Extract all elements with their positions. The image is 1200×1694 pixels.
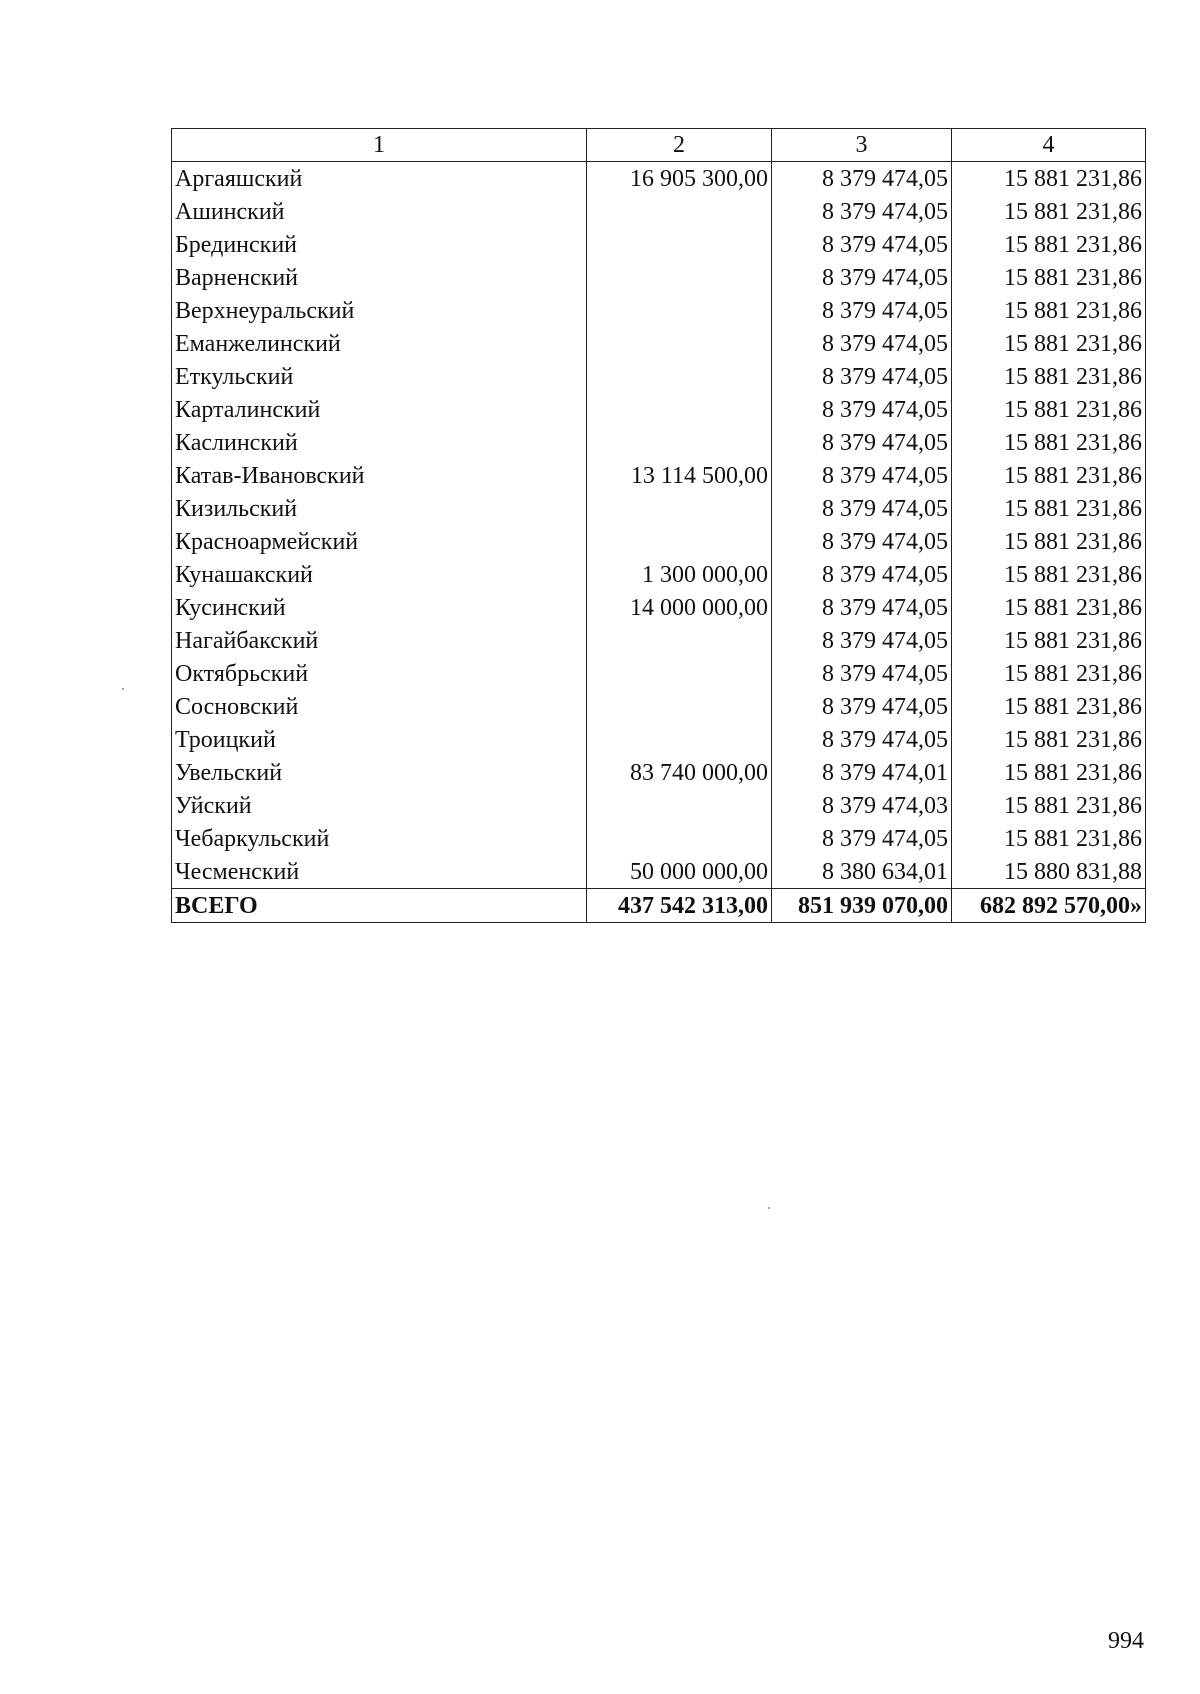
- district-name-cell: Еткульский: [172, 360, 587, 393]
- column-4-cell: 15 881 231,86: [952, 822, 1146, 855]
- total-col-2: 437 542 313,00: [587, 889, 772, 923]
- table-row: [172, 294, 1146, 327]
- total-label: ВСЕГО: [172, 889, 587, 923]
- table-row: [172, 591, 1146, 624]
- district-name-cell: Каслинский: [172, 426, 587, 459]
- column-3-cell: 8 379 474,05: [772, 261, 952, 294]
- column-4-cell: 15 881 231,86: [952, 789, 1146, 822]
- district-name-cell: Карталинский: [172, 393, 587, 426]
- column-2-cell: [587, 657, 772, 690]
- column-4-cell: 15 881 231,86: [952, 657, 1146, 690]
- column-3-cell: 8 379 474,05: [772, 426, 952, 459]
- total-row: [172, 889, 1146, 923]
- district-name-cell: Брединский: [172, 228, 587, 261]
- district-name-cell: Ашинский: [172, 195, 587, 228]
- column-header-3: 3: [772, 129, 952, 162]
- district-name-cell: Увельский: [172, 756, 587, 789]
- column-2-cell: 16 905 300,00: [587, 162, 772, 196]
- table-row: [172, 162, 1146, 196]
- header-row: [172, 129, 1146, 162]
- column-4-cell: 15 881 231,86: [952, 492, 1146, 525]
- column-2-cell: [587, 228, 772, 261]
- column-4-cell: 15 881 231,86: [952, 426, 1146, 459]
- column-3-cell: 8 379 474,05: [772, 657, 952, 690]
- column-header-1: 1: [172, 129, 587, 162]
- column-3-cell: 8 379 474,05: [772, 327, 952, 360]
- table-row: [172, 327, 1146, 360]
- table-row: [172, 624, 1146, 657]
- column-4-cell: 15 881 231,86: [952, 228, 1146, 261]
- column-4-cell: 15 880 831,88: [952, 855, 1146, 889]
- column-3-cell: 8 379 474,05: [772, 492, 952, 525]
- column-4-cell: 15 881 231,86: [952, 393, 1146, 426]
- district-name-cell: Красноармейский: [172, 525, 587, 558]
- column-4-cell: 15 881 231,86: [952, 360, 1146, 393]
- table-body: [172, 162, 1146, 889]
- column-2-cell: [587, 723, 772, 756]
- column-3-cell: 8 379 474,05: [772, 591, 952, 624]
- budget-table: [171, 128, 1146, 923]
- column-4-cell: 15 881 231,86: [952, 195, 1146, 228]
- column-2-cell: [587, 822, 772, 855]
- column-4-cell: 15 881 231,86: [952, 459, 1146, 492]
- total-col-3: 851 939 070,00: [772, 889, 952, 923]
- table-row: [172, 459, 1146, 492]
- table-row: [172, 690, 1146, 723]
- table-row: [172, 261, 1146, 294]
- column-3-cell: 8 379 474,05: [772, 360, 952, 393]
- column-2-cell: [587, 195, 772, 228]
- district-name-cell: Чебаркульский: [172, 822, 587, 855]
- column-2-cell: 50 000 000,00: [587, 855, 772, 889]
- district-name-cell: Чесменский: [172, 855, 587, 889]
- column-4-cell: 15 881 231,86: [952, 294, 1146, 327]
- column-3-cell: 8 379 474,05: [772, 459, 952, 492]
- column-3-cell: 8 379 474,05: [772, 624, 952, 657]
- column-2-cell: [587, 393, 772, 426]
- table-row: [172, 723, 1146, 756]
- district-name-cell: Катав-Ивановский: [172, 459, 587, 492]
- column-2-cell: [587, 294, 772, 327]
- column-2-cell: [587, 261, 772, 294]
- scan-speck: [768, 1207, 770, 1209]
- column-2-cell: [587, 360, 772, 393]
- column-2-cell: [587, 789, 772, 822]
- district-name-cell: Кизильский: [172, 492, 587, 525]
- column-3-cell: 8 379 474,05: [772, 558, 952, 591]
- table-row: [172, 756, 1146, 789]
- column-3-cell: 8 379 474,03: [772, 789, 952, 822]
- table-row: [172, 426, 1146, 459]
- column-4-cell: 15 881 231,86: [952, 756, 1146, 789]
- column-3-cell: 8 379 474,05: [772, 228, 952, 261]
- table-row: [172, 822, 1146, 855]
- column-3-cell: 8 379 474,05: [772, 822, 952, 855]
- district-name-cell: Кусинский: [172, 591, 587, 624]
- district-name-cell: Сосновский: [172, 690, 587, 723]
- table-row: [172, 228, 1146, 261]
- column-3-cell: 8 380 634,01: [772, 855, 952, 889]
- column-header-2: 2: [587, 129, 772, 162]
- page-number: 994: [1108, 1628, 1144, 1654]
- district-name-cell: Аргаяшский: [172, 162, 587, 196]
- column-3-cell: 8 379 474,05: [772, 162, 952, 196]
- column-2-cell: [587, 525, 772, 558]
- column-2-cell: [587, 624, 772, 657]
- table-row: [172, 492, 1146, 525]
- column-2-cell: 14 000 000,00: [587, 591, 772, 624]
- column-4-cell: 15 881 231,86: [952, 690, 1146, 723]
- table-row: [172, 525, 1146, 558]
- district-name-cell: Уйский: [172, 789, 587, 822]
- column-3-cell: 8 379 474,05: [772, 195, 952, 228]
- column-3-cell: 8 379 474,01: [772, 756, 952, 789]
- column-2-cell: [587, 690, 772, 723]
- column-3-cell: 8 379 474,05: [772, 723, 952, 756]
- column-2-cell: 1 300 000,00: [587, 558, 772, 591]
- column-2-cell: 13 114 500,00: [587, 459, 772, 492]
- column-4-cell: 15 881 231,86: [952, 624, 1146, 657]
- district-name-cell: Нагайбакский: [172, 624, 587, 657]
- district-name-cell: Троицкий: [172, 723, 587, 756]
- scan-speck: [122, 688, 124, 690]
- table-row: [172, 855, 1146, 889]
- table-row: [172, 195, 1146, 228]
- column-4-cell: 15 881 231,86: [952, 525, 1146, 558]
- table-row: [172, 657, 1146, 690]
- district-name-cell: Октябрьский: [172, 657, 587, 690]
- column-4-cell: 15 881 231,86: [952, 723, 1146, 756]
- column-4-cell: 15 881 231,86: [952, 591, 1146, 624]
- column-4-cell: 15 881 231,86: [952, 327, 1146, 360]
- table-header: [172, 129, 1146, 162]
- column-3-cell: 8 379 474,05: [772, 690, 952, 723]
- column-3-cell: 8 379 474,05: [772, 393, 952, 426]
- table-row: [172, 393, 1146, 426]
- table-row: [172, 789, 1146, 822]
- column-4-cell: 15 881 231,86: [952, 162, 1146, 196]
- column-2-cell: [587, 426, 772, 459]
- table-row: [172, 360, 1146, 393]
- column-4-cell: 15 881 231,86: [952, 261, 1146, 294]
- table-row: [172, 558, 1146, 591]
- column-3-cell: 8 379 474,05: [772, 525, 952, 558]
- column-2-cell: 83 740 000,00: [587, 756, 772, 789]
- total-col-4: 682 892 570,00»: [952, 889, 1146, 923]
- column-2-cell: [587, 492, 772, 525]
- district-name-cell: Варненский: [172, 261, 587, 294]
- district-name-cell: Кунашакский: [172, 558, 587, 591]
- district-name-cell: Верхнеуральский: [172, 294, 587, 327]
- district-name-cell: Еманжелинский: [172, 327, 587, 360]
- column-4-cell: 15 881 231,86: [952, 558, 1146, 591]
- column-2-cell: [587, 327, 772, 360]
- column-3-cell: 8 379 474,05: [772, 294, 952, 327]
- column-header-4: 4: [952, 129, 1146, 162]
